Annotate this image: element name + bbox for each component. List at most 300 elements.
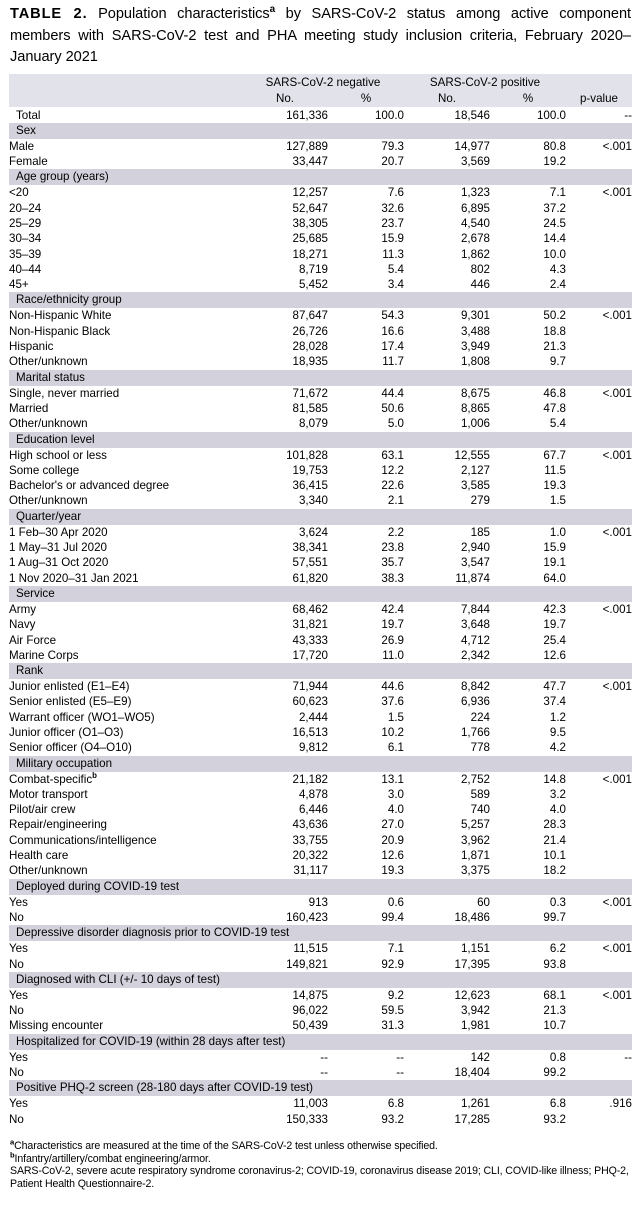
cell-pvalue — [566, 1018, 632, 1033]
cell-pct-positive: 6.2 — [490, 941, 566, 956]
row-label: No — [9, 1112, 242, 1127]
cell-pvalue: <.001 — [566, 308, 632, 323]
cell-no-positive: 3,949 — [404, 339, 490, 354]
cell-no-negative: 18,271 — [242, 247, 328, 262]
table-row — [9, 154, 632, 169]
cell-pct-negative: 15.9 — [328, 231, 404, 246]
section-title: Service — [9, 586, 632, 602]
cell-no-negative: 20,322 — [242, 848, 328, 863]
cell-no-positive: 18,486 — [404, 910, 490, 925]
table-row — [9, 463, 632, 478]
cell-pct-positive: 47.7 — [490, 679, 566, 694]
row-label: Other/unknown — [9, 354, 242, 369]
table-section-header — [9, 756, 632, 772]
cell-no-negative: 8,079 — [242, 416, 328, 431]
row-label: 25–29 — [9, 216, 242, 231]
cell-pct-negative: 7.1 — [328, 941, 404, 956]
section-title: Military occupation — [9, 756, 632, 772]
cell-pvalue — [566, 694, 632, 709]
row-label: Junior officer (O1–O3) — [9, 725, 242, 740]
cell-no-negative: 43,333 — [242, 633, 328, 648]
table-row — [9, 817, 632, 832]
table-row — [9, 1003, 632, 1018]
cell-pvalue: <.001 — [566, 895, 632, 910]
table-row — [9, 602, 632, 617]
row-label: Some college — [9, 463, 242, 478]
section-title: Hospitalized for COVID-19 (within 28 days after test) — [9, 1034, 632, 1050]
row-label: Senior officer (O4–O10) — [9, 740, 242, 755]
table-row — [9, 988, 632, 1003]
table-row — [9, 339, 632, 354]
cell-no-negative: 21,182 — [242, 772, 328, 787]
header-col-no-negative: No. — [242, 91, 328, 108]
cell-no-negative: 38,305 — [242, 216, 328, 231]
cell-pct-negative: 32.6 — [328, 201, 404, 216]
cell-pct-positive: 80.8 — [490, 139, 566, 154]
cell-pvalue — [566, 740, 632, 755]
cell-pct-positive: 99.7 — [490, 910, 566, 925]
table-row — [9, 277, 632, 292]
cell-pct-negative: 2.2 — [328, 525, 404, 540]
table-row — [9, 525, 632, 540]
cell-pct-negative: 6.1 — [328, 740, 404, 755]
cell-pvalue — [566, 725, 632, 740]
cell-no-negative: 50,439 — [242, 1018, 328, 1033]
row-label: High school or less — [9, 448, 242, 463]
cell-pct-negative: 13.1 — [328, 772, 404, 787]
row-label: Male — [9, 139, 242, 154]
row-label: Senior enlisted (E5–E9) — [9, 694, 242, 709]
cell-pct-positive: 50.2 — [490, 308, 566, 323]
row-label: Navy — [9, 617, 242, 632]
cell-no-negative: 8,719 — [242, 262, 328, 277]
cell-no-negative: -- — [242, 1065, 328, 1080]
cell-pct-negative: 11.0 — [328, 648, 404, 663]
cell-pvalue — [566, 910, 632, 925]
cell-no-positive: 778 — [404, 740, 490, 755]
cell-pvalue — [566, 478, 632, 493]
cell-pct-positive: 2.4 — [490, 277, 566, 292]
cell-no-positive: 142 — [404, 1050, 490, 1065]
row-label: Communications/intelligence — [9, 833, 242, 848]
cell-pct-negative: 3.4 — [328, 277, 404, 292]
cell-pct-positive: 47.8 — [490, 401, 566, 416]
cell-pct-negative: 2.1 — [328, 493, 404, 508]
cell-no-negative: 9,812 — [242, 740, 328, 755]
table-row — [9, 262, 632, 277]
cell-no-negative: 31,821 — [242, 617, 328, 632]
cell-no-positive: 18,404 — [404, 1065, 490, 1080]
cell-pvalue: <.001 — [566, 386, 632, 401]
table-row — [9, 555, 632, 570]
table-row — [9, 201, 632, 216]
cell-pct-positive: 100.0 — [490, 107, 566, 123]
cell-pvalue: -- — [566, 1050, 632, 1065]
row-label: 1 May–31 Jul 2020 — [9, 540, 242, 555]
row-label: Junior enlisted (E1–E4) — [9, 679, 242, 694]
cell-no-positive: 4,540 — [404, 216, 490, 231]
cell-pct-negative: -- — [328, 1050, 404, 1065]
cell-no-negative: 57,551 — [242, 555, 328, 570]
cell-pct-negative: 19.7 — [328, 617, 404, 632]
cell-no-positive: 8,842 — [404, 679, 490, 694]
row-label: Yes — [9, 941, 242, 956]
cell-no-negative: 17,720 — [242, 648, 328, 663]
cell-pct-negative: 59.5 — [328, 1003, 404, 1018]
cell-pvalue — [566, 710, 632, 725]
cell-pvalue — [566, 802, 632, 817]
cell-no-positive: 11,874 — [404, 571, 490, 586]
row-label: Warrant officer (WO1–WO5) — [9, 710, 242, 725]
cell-pct-negative: -- — [328, 1065, 404, 1080]
cell-no-positive: 446 — [404, 277, 490, 292]
cell-no-negative: 11,003 — [242, 1096, 328, 1111]
row-label: 45+ — [9, 277, 242, 292]
cell-pct-negative: 9.2 — [328, 988, 404, 1003]
cell-no-positive: 1,808 — [404, 354, 490, 369]
cell-no-negative: -- — [242, 1050, 328, 1065]
cell-pct-positive: 10.0 — [490, 247, 566, 262]
row-label: <20 — [9, 185, 242, 200]
cell-pct-negative: 35.7 — [328, 555, 404, 570]
row-label-text: Combat-specific — [9, 772, 93, 786]
table-row — [9, 571, 632, 586]
table-section-header — [9, 370, 632, 386]
cell-no-positive: 17,395 — [404, 957, 490, 972]
cell-no-positive: 7,844 — [404, 602, 490, 617]
table-header-sub-row — [9, 91, 632, 108]
header-col-no-positive: No. — [404, 91, 490, 108]
row-label: Yes — [9, 1050, 242, 1065]
cell-pct-negative: 31.3 — [328, 1018, 404, 1033]
cell-pvalue: <.001 — [566, 448, 632, 463]
cell-pct-positive: 21.4 — [490, 833, 566, 848]
cell-pct-negative: 100.0 — [328, 107, 404, 123]
cell-no-positive: 1,862 — [404, 247, 490, 262]
table-section-header — [9, 432, 632, 448]
cell-pvalue — [566, 540, 632, 555]
row-label: Other/unknown — [9, 863, 242, 878]
cell-pct-negative: 79.3 — [328, 139, 404, 154]
row-footnote-marker: b — [92, 771, 97, 780]
cell-pvalue — [566, 339, 632, 354]
cell-no-positive: 1,323 — [404, 185, 490, 200]
row-label: Yes — [9, 1096, 242, 1111]
cell-no-positive: 3,648 — [404, 617, 490, 632]
cell-pvalue: <.001 — [566, 525, 632, 540]
cell-no-negative: 43,636 — [242, 817, 328, 832]
cell-no-positive: 2,127 — [404, 463, 490, 478]
cell-no-negative: 3,340 — [242, 493, 328, 508]
cell-pvalue: .916 — [566, 1096, 632, 1111]
cell-no-positive: 2,752 — [404, 772, 490, 787]
table-row — [9, 863, 632, 878]
cell-pct-positive: 0.8 — [490, 1050, 566, 1065]
table-row — [9, 308, 632, 323]
cell-pvalue — [566, 787, 632, 802]
cell-pct-negative: 3.0 — [328, 787, 404, 802]
section-title: Diagnosed with CLI (+/- 10 days of test) — [9, 972, 632, 988]
cell-pct-negative: 27.0 — [328, 817, 404, 832]
cell-pvalue: -- — [566, 107, 632, 123]
cell-pct-negative: 44.4 — [328, 386, 404, 401]
cell-pvalue — [566, 493, 632, 508]
cell-pct-positive: 14.8 — [490, 772, 566, 787]
cell-pvalue — [566, 555, 632, 570]
row-label: Hispanic — [9, 339, 242, 354]
cell-no-positive: 12,555 — [404, 448, 490, 463]
row-label: 1 Feb–30 Apr 2020 — [9, 525, 242, 540]
row-label: Repair/engineering — [9, 817, 242, 832]
table-row — [9, 354, 632, 369]
cell-pct-positive: 9.7 — [490, 354, 566, 369]
cell-pct-negative: 7.6 — [328, 185, 404, 200]
cell-no-positive: 185 — [404, 525, 490, 540]
row-label: 1 Nov 2020–31 Jan 2021 — [9, 571, 242, 586]
cell-pct-negative: 5.4 — [328, 262, 404, 277]
table-row — [9, 324, 632, 339]
cell-pct-positive: 4.2 — [490, 740, 566, 755]
row-label: Other/unknown — [9, 493, 242, 508]
cell-no-positive: 2,678 — [404, 231, 490, 246]
cell-no-negative: 31,117 — [242, 863, 328, 878]
cell-pct-negative: 50.6 — [328, 401, 404, 416]
footnote-b-text: Infantry/artillery/combat engineering/armor. — [14, 1152, 211, 1165]
cell-no-negative: 14,875 — [242, 988, 328, 1003]
cell-no-positive: 18,546 — [404, 107, 490, 123]
table-row — [9, 895, 632, 910]
section-title: Age group (years) — [9, 169, 632, 185]
cell-no-negative: 28,028 — [242, 339, 328, 354]
table-row — [9, 386, 632, 401]
cell-no-positive: 3,942 — [404, 1003, 490, 1018]
cell-pvalue — [566, 1065, 632, 1080]
cell-pct-positive: 19.2 — [490, 154, 566, 169]
cell-pct-negative: 1.5 — [328, 710, 404, 725]
footnote-b — [10, 1150, 632, 1166]
row-label: No — [9, 1003, 242, 1018]
row-label: Pilot/air crew — [9, 802, 242, 817]
cell-no-negative: 33,447 — [242, 154, 328, 169]
row-label: Air Force — [9, 633, 242, 648]
cell-pct-positive: 64.0 — [490, 571, 566, 586]
header-spacer — [9, 74, 242, 91]
cell-no-positive: 17,285 — [404, 1112, 490, 1127]
table-row — [9, 185, 632, 200]
cell-pct-positive: 93.8 — [490, 957, 566, 972]
cell-pvalue — [566, 1003, 632, 1018]
table-section-header — [9, 123, 632, 139]
row-label: No — [9, 910, 242, 925]
cell-no-positive: 3,962 — [404, 833, 490, 848]
cell-no-positive: 740 — [404, 802, 490, 817]
cell-pvalue — [566, 863, 632, 878]
section-title: Deployed during COVID-19 test — [9, 879, 632, 895]
cell-pct-negative: 10.2 — [328, 725, 404, 740]
cell-pvalue — [566, 571, 632, 586]
table-footnotes — [9, 1137, 632, 1190]
cell-pct-positive: 1.0 — [490, 525, 566, 540]
cell-pct-negative: 16.6 — [328, 324, 404, 339]
cell-pct-positive: 10.1 — [490, 848, 566, 863]
table-row — [9, 139, 632, 154]
cell-pvalue — [566, 277, 632, 292]
table-number: TABLE 2. — [10, 6, 88, 22]
cell-pct-positive: 21.3 — [490, 1003, 566, 1018]
row-label: Missing encounter — [9, 1018, 242, 1033]
cell-pvalue — [566, 416, 632, 431]
cell-no-positive: 9,301 — [404, 308, 490, 323]
table-row — [9, 710, 632, 725]
cell-pct-negative: 23.7 — [328, 216, 404, 231]
cell-no-positive: 8,865 — [404, 401, 490, 416]
table-row — [9, 231, 632, 246]
header-col-pct-positive: % — [490, 91, 566, 108]
cell-pct-negative: 20.9 — [328, 833, 404, 848]
section-title: Education level — [9, 432, 632, 448]
table-section-header — [9, 663, 632, 679]
cell-no-positive: 12,623 — [404, 988, 490, 1003]
row-label: Yes — [9, 988, 242, 1003]
cell-pvalue — [566, 262, 632, 277]
cell-pct-positive: 93.2 — [490, 1112, 566, 1127]
caption-text-part1: Population characteristics — [87, 6, 270, 22]
cell-pvalue: <.001 — [566, 988, 632, 1003]
row-label: Yes — [9, 895, 242, 910]
header-group-positive: SARS-CoV-2 positive — [404, 74, 566, 91]
cell-pct-positive: 6.8 — [490, 1096, 566, 1111]
row-label: Army — [9, 602, 242, 617]
cell-pct-positive: 37.2 — [490, 201, 566, 216]
cell-no-positive: 1,766 — [404, 725, 490, 740]
table-header-group-row — [9, 74, 632, 91]
cell-pct-positive: 21.3 — [490, 339, 566, 354]
cell-no-negative: 87,647 — [242, 308, 328, 323]
cell-pct-positive: 0.3 — [490, 895, 566, 910]
cell-pct-positive: 14.4 — [490, 231, 566, 246]
row-label: Total — [9, 107, 242, 123]
cell-no-negative: 68,462 — [242, 602, 328, 617]
table-row — [9, 401, 632, 416]
table-row — [9, 1018, 632, 1033]
cell-pct-negative: 23.8 — [328, 540, 404, 555]
cell-pct-negative: 12.2 — [328, 463, 404, 478]
table-row — [9, 448, 632, 463]
cell-no-negative: 61,820 — [242, 571, 328, 586]
cell-pvalue — [566, 848, 632, 863]
cell-pvalue — [566, 833, 632, 848]
cell-pct-negative: 44.6 — [328, 679, 404, 694]
cell-pct-positive: 4.3 — [490, 262, 566, 277]
cell-no-positive: 2,940 — [404, 540, 490, 555]
cell-pct-positive: 5.4 — [490, 416, 566, 431]
cell-pct-positive: 18.8 — [490, 324, 566, 339]
cell-pvalue — [566, 633, 632, 648]
cell-no-positive: 14,977 — [404, 139, 490, 154]
cell-pct-positive: 1.5 — [490, 493, 566, 508]
cell-no-positive: 2,342 — [404, 648, 490, 663]
cell-no-positive: 1,981 — [404, 1018, 490, 1033]
cell-pct-positive: 7.1 — [490, 185, 566, 200]
cell-pct-negative: 63.1 — [328, 448, 404, 463]
cell-pvalue — [566, 216, 632, 231]
cell-pct-positive: 4.0 — [490, 802, 566, 817]
row-label: Marine Corps — [9, 648, 242, 663]
cell-pvalue — [566, 324, 632, 339]
cell-no-negative: 161,336 — [242, 107, 328, 123]
header-group-negative: SARS-CoV-2 negative — [242, 74, 404, 91]
cell-pvalue — [566, 648, 632, 663]
cell-no-positive: 802 — [404, 262, 490, 277]
table-row — [9, 648, 632, 663]
cell-pvalue — [566, 817, 632, 832]
cell-pct-positive: 3.2 — [490, 787, 566, 802]
cell-pvalue — [566, 463, 632, 478]
cell-no-negative: 96,022 — [242, 1003, 328, 1018]
caption-footnote-marker-a: a — [269, 4, 276, 16]
cell-no-negative: 6,446 — [242, 802, 328, 817]
table-row — [9, 1065, 632, 1080]
cell-pct-negative: 19.3 — [328, 863, 404, 878]
cell-no-negative: 18,935 — [242, 354, 328, 369]
table-section-header — [9, 169, 632, 185]
cell-pvalue — [566, 247, 632, 262]
table-section-header — [9, 879, 632, 895]
cell-pvalue: <.001 — [566, 941, 632, 956]
row-label: 20–24 — [9, 201, 242, 216]
cell-no-positive: 279 — [404, 493, 490, 508]
footnote-a — [10, 1137, 632, 1153]
cell-no-negative: 33,755 — [242, 833, 328, 848]
row-label: Other/unknown — [9, 416, 242, 431]
cell-pct-negative: 11.3 — [328, 247, 404, 262]
header-sub-spacer — [9, 91, 242, 108]
cell-no-negative: 101,828 — [242, 448, 328, 463]
cell-pct-positive: 99.2 — [490, 1065, 566, 1080]
cell-no-negative: 19,753 — [242, 463, 328, 478]
cell-no-positive: 6,895 — [404, 201, 490, 216]
cell-no-negative: 127,889 — [242, 139, 328, 154]
cell-no-positive: 8,675 — [404, 386, 490, 401]
table-row — [9, 478, 632, 493]
cell-pct-positive: 19.1 — [490, 555, 566, 570]
section-title: Marital status — [9, 370, 632, 386]
table-row — [9, 679, 632, 694]
cell-pct-negative: 17.4 — [328, 339, 404, 354]
table-row — [9, 941, 632, 956]
cell-no-positive: 1,151 — [404, 941, 490, 956]
table-row — [9, 848, 632, 863]
cell-pct-positive: 42.3 — [490, 602, 566, 617]
table-row — [9, 740, 632, 755]
table-row — [9, 493, 632, 508]
cell-pct-negative: 0.6 — [328, 895, 404, 910]
cell-pvalue — [566, 1112, 632, 1127]
cell-pvalue: <.001 — [566, 679, 632, 694]
cell-pvalue: <.001 — [566, 772, 632, 787]
row-label: Non-Hispanic Black — [9, 324, 242, 339]
cell-pct-positive: 19.3 — [490, 478, 566, 493]
cell-no-negative: 160,423 — [242, 910, 328, 925]
cell-no-positive: 3,569 — [404, 154, 490, 169]
cell-no-negative: 38,341 — [242, 540, 328, 555]
cell-pvalue: <.001 — [566, 139, 632, 154]
row-label: 30–34 — [9, 231, 242, 246]
cell-no-negative: 81,585 — [242, 401, 328, 416]
cell-no-negative: 913 — [242, 895, 328, 910]
footnote-marker-b: b — [10, 1150, 15, 1159]
table-row — [9, 247, 632, 262]
